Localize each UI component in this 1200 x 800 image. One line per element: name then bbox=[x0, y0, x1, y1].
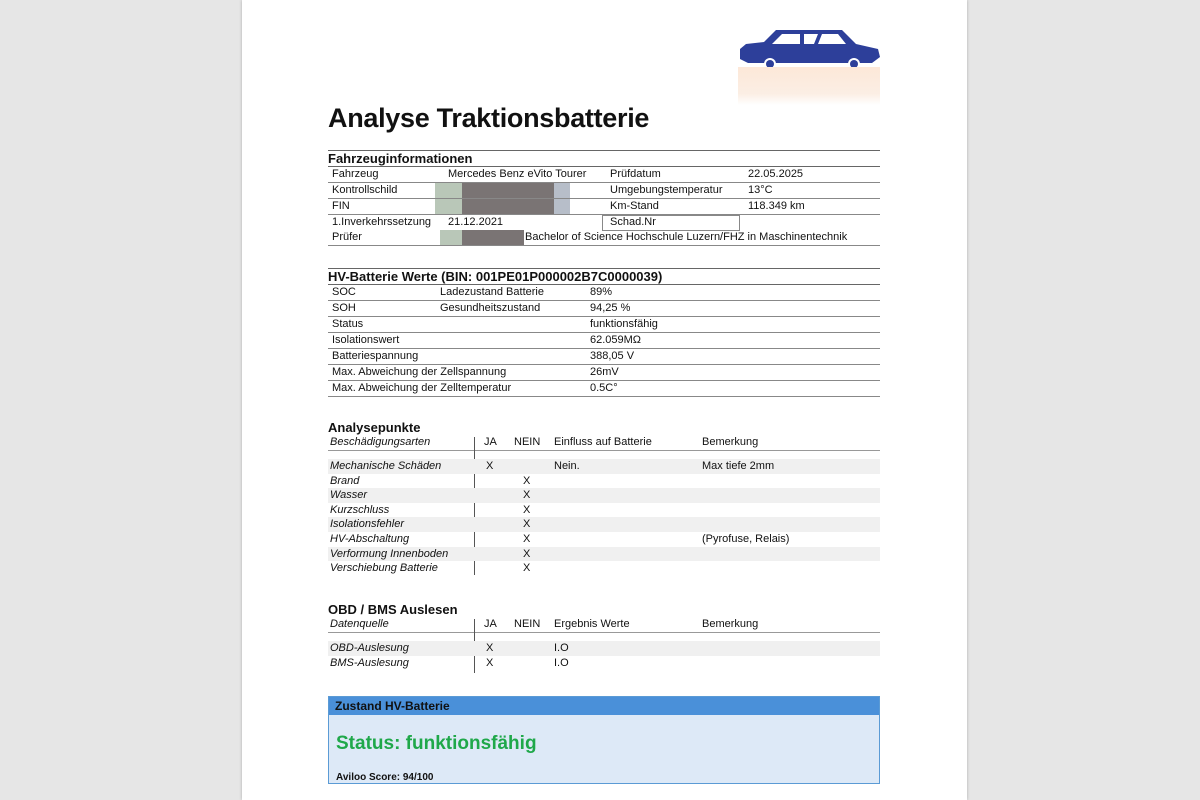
battery-desc: Ladezustand Batterie bbox=[440, 286, 544, 298]
redaction bbox=[435, 199, 462, 214]
einfluss-value: Nein. bbox=[554, 460, 580, 472]
analysis-row bbox=[328, 474, 880, 489]
page-title: Analyse Traktionsbatterie bbox=[328, 103, 650, 133]
battery-label: SOC bbox=[332, 286, 356, 298]
car-logo-icon bbox=[738, 27, 880, 69]
col-header: JA bbox=[484, 618, 497, 630]
redaction bbox=[462, 230, 524, 245]
nein-mark: X bbox=[523, 474, 531, 487]
battery-label: Status bbox=[332, 318, 364, 330]
field-value: 13°C bbox=[748, 184, 773, 196]
field-label: Umgebungstemperatur bbox=[610, 184, 723, 196]
row-label: BMS-Auslesung bbox=[330, 656, 409, 669]
field-value: 118.349 km bbox=[748, 200, 805, 212]
col-header: Ergebnis Werte bbox=[554, 618, 630, 630]
battery-value: funktionsfähig bbox=[590, 318, 658, 330]
col-header: Bemerkung bbox=[702, 618, 759, 630]
analysis-row bbox=[328, 532, 880, 547]
section-heading: OBD / BMS Auslesen bbox=[328, 602, 458, 617]
field-value: Mercedes Benz eVito Tourer bbox=[448, 168, 587, 180]
nein-mark: X bbox=[523, 532, 531, 545]
field-value: Bachelor of Science Hochschule Luzern/FHZ in Maschinentechnik bbox=[525, 231, 848, 243]
section-heading: Fahrzeuginformationen bbox=[328, 150, 880, 167]
field-value: 21.12.2021 bbox=[448, 216, 504, 228]
row-label: Mechanische Schäden bbox=[330, 460, 442, 472]
field-label: Prüfdatum bbox=[610, 168, 661, 180]
redaction bbox=[462, 199, 554, 214]
ja-mark: X bbox=[486, 460, 494, 472]
nein-mark: X bbox=[523, 503, 531, 516]
nein-mark: X bbox=[523, 518, 531, 531]
ergebnis-value: I.O bbox=[554, 656, 569, 669]
redaction bbox=[462, 183, 554, 198]
zustand-panel bbox=[328, 696, 880, 784]
ja-mark: X bbox=[486, 642, 494, 654]
battery-row bbox=[328, 381, 880, 397]
field-label: Fahrzeug bbox=[332, 168, 379, 180]
bemerkung-value: Max tiefe 2mm bbox=[702, 460, 775, 472]
nein-mark: X bbox=[523, 489, 531, 502]
analysis-header bbox=[328, 435, 880, 451]
battery-row bbox=[328, 365, 880, 381]
aviloo-score: Aviloo Score: 94/100 bbox=[336, 772, 434, 783]
zustand-heading: Zustand HV-Batterie bbox=[329, 697, 879, 715]
vehicle-row bbox=[328, 167, 880, 183]
obd-header bbox=[328, 617, 880, 633]
row-label: HV-Abschaltung bbox=[330, 532, 410, 545]
battery-row bbox=[328, 333, 880, 349]
field-label: 1.Inverkehrssetzung bbox=[332, 216, 432, 228]
battery-value: 89% bbox=[590, 286, 613, 298]
battery-row bbox=[328, 301, 880, 317]
field-label: Km-Stand bbox=[610, 200, 659, 212]
analysis-row bbox=[328, 547, 880, 562]
vehicle-row bbox=[328, 215, 880, 230]
row-label: Verschiebung Batterie bbox=[330, 562, 438, 575]
battery-values-section bbox=[328, 268, 880, 397]
battery-row bbox=[328, 317, 880, 333]
zustand-status: Status: funktionsfähig bbox=[336, 733, 537, 754]
col-header: NEIN bbox=[514, 436, 541, 448]
col-header: Bemerkung bbox=[702, 436, 759, 448]
vehicle-info-section bbox=[328, 150, 880, 246]
field-label: Prüfer bbox=[332, 231, 362, 243]
battery-value: 388,05 V bbox=[590, 350, 635, 362]
battery-label: Isolationswert bbox=[332, 334, 400, 346]
vehicle-row bbox=[328, 183, 880, 199]
analysis-section bbox=[328, 420, 880, 576]
ja-mark: X bbox=[486, 656, 494, 669]
field-label: Schad.Nr bbox=[610, 216, 656, 228]
field-label: Kontrollschild bbox=[332, 184, 398, 196]
col-header: NEIN bbox=[514, 618, 541, 630]
col-header: Beschädigungsarten bbox=[330, 436, 431, 448]
battery-value: 62.059MΩ bbox=[590, 334, 642, 346]
redacted-logo bbox=[738, 67, 880, 105]
field-value: 22.05.2025 bbox=[748, 168, 804, 180]
battery-label: Max. Abweichung der Zelltemperatur bbox=[332, 382, 512, 394]
battery-value: 94,25 % bbox=[590, 302, 631, 314]
obd-row bbox=[328, 641, 880, 656]
row-label: Isolationsfehler bbox=[330, 518, 404, 531]
nein-mark: X bbox=[523, 562, 531, 575]
vehicle-row bbox=[328, 199, 880, 215]
col-header: Datenquelle bbox=[330, 618, 389, 630]
bemerkung-value: (Pyrofuse, Relais) bbox=[702, 532, 790, 545]
battery-desc: Gesundheitszustand bbox=[440, 302, 541, 314]
ergebnis-value: I.O bbox=[554, 642, 569, 654]
nein-mark: X bbox=[523, 547, 531, 560]
row-label: Verformung Innenboden bbox=[330, 547, 449, 560]
analysis-row bbox=[328, 503, 880, 518]
row-label: OBD-Auslesung bbox=[330, 642, 409, 654]
analysis-row bbox=[328, 517, 880, 532]
row-label: Kurzschluss bbox=[330, 503, 390, 516]
row-label: Wasser bbox=[330, 489, 368, 502]
obd-row bbox=[328, 656, 880, 671]
battery-label: SOH bbox=[332, 302, 356, 314]
field-label: FIN bbox=[332, 200, 350, 212]
section-heading: HV-Batterie Werte (BIN: 001PE01P000002B7C0000039) bbox=[328, 268, 880, 285]
redaction bbox=[554, 199, 570, 214]
battery-row bbox=[328, 349, 880, 365]
section-heading: Analysepunkte bbox=[328, 420, 421, 435]
redaction bbox=[440, 230, 462, 245]
col-header: JA bbox=[484, 436, 497, 448]
row-label: Brand bbox=[330, 474, 360, 487]
report-page bbox=[242, 0, 967, 800]
redaction bbox=[554, 183, 570, 198]
battery-value: 26mV bbox=[590, 366, 619, 378]
battery-value: 0.5C° bbox=[590, 382, 618, 394]
battery-label: Batteriespannung bbox=[332, 350, 419, 362]
analysis-row bbox=[328, 488, 880, 503]
vehicle-row bbox=[328, 230, 880, 246]
battery-row bbox=[328, 285, 880, 301]
col-header: Einfluss auf Batterie bbox=[554, 436, 652, 448]
analysis-row bbox=[328, 561, 880, 576]
redaction bbox=[435, 183, 462, 198]
obd-section bbox=[328, 602, 880, 670]
analysis-row bbox=[328, 459, 880, 474]
battery-label: Max. Abweichung der Zellspannung bbox=[332, 366, 507, 378]
